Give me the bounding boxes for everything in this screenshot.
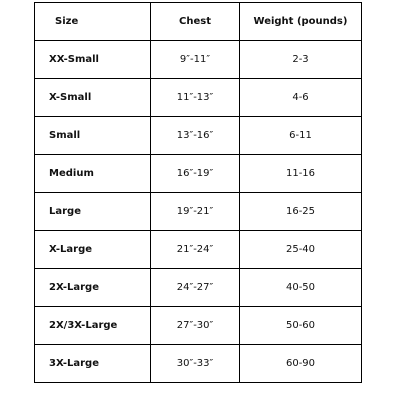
table-row (35, 231, 362, 269)
table-row (35, 155, 362, 193)
chest-cell: 9″-11″ (151, 41, 240, 79)
size-cell: 3X-Large (35, 345, 151, 383)
weight-cell: 4-6 (240, 79, 362, 117)
chest-cell: 27″-30″ (151, 307, 240, 345)
size-cell: 2X-Large (35, 269, 151, 307)
table-row (35, 117, 362, 155)
weight-cell: 16-25 (240, 193, 362, 231)
size-column-header: Size (35, 3, 151, 41)
table-row (35, 79, 362, 117)
weight-cell: 11-16 (240, 155, 362, 193)
size-cell: Medium (35, 155, 151, 193)
size-cell: Small (35, 117, 151, 155)
chest-cell: 19″-21″ (151, 193, 240, 231)
table-row (35, 193, 362, 231)
table-row (35, 307, 362, 345)
chest-cell: 24″-27″ (151, 269, 240, 307)
size-cell: X-Large (35, 231, 151, 269)
chest-cell: 30″-33″ (151, 345, 240, 383)
chest-column-header: Chest (151, 3, 240, 41)
chest-cell: 16″-19″ (151, 155, 240, 193)
header-row (35, 3, 362, 41)
weight-cell: 2-3 (240, 41, 362, 79)
weight-column-header: Weight (pounds) (240, 3, 362, 41)
chest-cell: 21″-24″ (151, 231, 240, 269)
table-row (35, 345, 362, 383)
size-chart-table (34, 2, 362, 383)
weight-cell: 40-50 (240, 269, 362, 307)
size-cell: 2X/3X-Large (35, 307, 151, 345)
chest-cell: 13″-16″ (151, 117, 240, 155)
weight-cell: 6-11 (240, 117, 362, 155)
table-header (35, 3, 362, 41)
table-row (35, 269, 362, 307)
weight-cell: 60-90 (240, 345, 362, 383)
table-row (35, 41, 362, 79)
size-cell: XX-Small (35, 41, 151, 79)
table-body (35, 41, 362, 383)
size-cell: X-Small (35, 79, 151, 117)
weight-cell: 50-60 (240, 307, 362, 345)
size-cell: Large (35, 193, 151, 231)
chest-cell: 11″-13″ (151, 79, 240, 117)
weight-cell: 25-40 (240, 231, 362, 269)
